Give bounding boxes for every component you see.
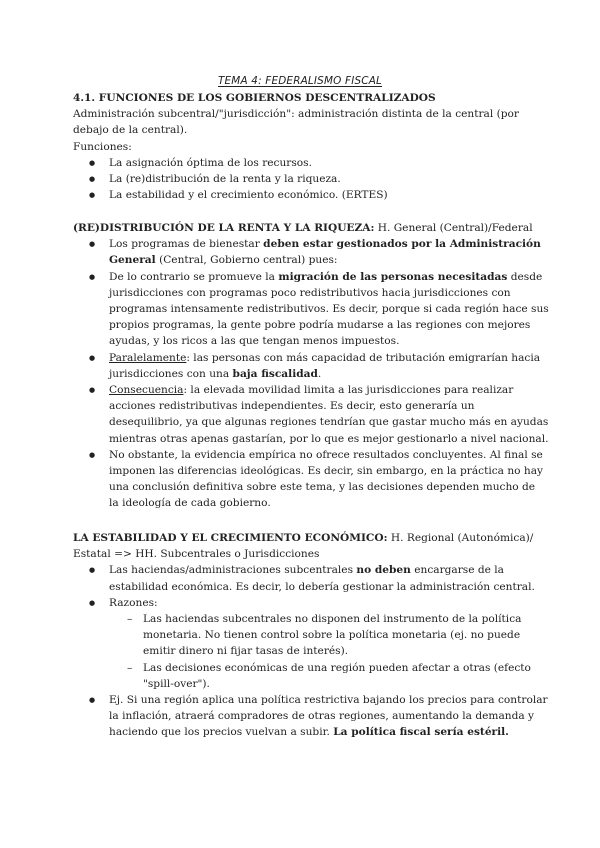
section-heading: (RE)DISTRIBUCIÓN DE LA RENTA Y LA RIQUEZA: H. General (Central)/Federal (73, 222, 533, 234)
list-item: ● Los programas de bienestar deben estar gestionados por la Administración General (Central, Gobierno central) pues: (73, 236, 533, 268)
section-heading: LA ESTABILIDAD Y EL CRECIMIENTO ECONÓMICO: H. Regional (Autonómica)/ (73, 532, 534, 544)
estabilidad-list-2 (73, 692, 548, 741)
section-heading: 4.1. FUNCIONES DE LOS GOBIERNOS DESCENTRALIZADOS (73, 92, 436, 104)
list-item: ● De lo contrario se promueve la migración de las personas necesitadas desde jurisdicciones con programas poco redistributivos hacia jurisdicciones con programas intensamente redistributivos. Es decir, porque si cada región hace sus propios programas, la gente pobre podría mudarse a las regiones con mejores ayudas, y los ricos a las que tengan menos impuestos. (73, 269, 533, 350)
list-item: – Las haciendas subcentrales no disponen del instrumento de la política monetaria. No tienen control sobre la política monetaria (ej. no puede emitir dinero ni fijar tasas de interés). (73, 611, 533, 660)
list-item: ● Las haciendas/administraciones subcentrales no deben encargarse de la estabilidad económica. Es decir, lo debería gestionar la administración central. (73, 562, 533, 594)
list-item: ● La asignación óptima de los recursos. (73, 155, 533, 171)
razones-list (73, 611, 533, 692)
funciones-list (73, 155, 533, 204)
list-item: ● Razones: (73, 595, 533, 611)
text-line: Administración subcentral/"jurisdicción": administración distinta de la central (por (73, 108, 519, 121)
funciones-label: Funciones: (73, 140, 132, 153)
estabilidad-list (73, 562, 533, 611)
section-estabilidad (73, 530, 548, 741)
text-line: debajo de la central). (73, 124, 188, 137)
list-item: ● Paralelamente: las personas con más capacidad de tributación emigrarían hacia jurisdicciones con una baja fiscalidad. (73, 350, 533, 382)
page-title: TEMA 4: FEDERALISMO FISCAL (217, 75, 383, 87)
list-item: ● Ej. Si una región aplica una política restrictiva bajando los precios para controlar la inflación, atraerá compradores de otras regiones, aumentando la demanda y haciendo que los precios vuelvan a subir. La política fiscal sería estéril. (73, 692, 533, 741)
list-item: ● Consecuencia: la elevada movilidad limita a las jurisdicciones para realizar acciones redistributivas independientes. Es decir, esto generaría un desequilibrio, ya que algunas regiones tendrían que gastar mucho más en ayudas mientras otras apenas gastarían, por lo que es mejor gestionarlo a nivel nacional. (73, 382, 533, 447)
list-item: ● No obstante, la evidencia empírica no ofrece resultados concluyentes. Al final se imponen las diferencias ideológicas. Es decir, sin embargo, en la práctica no hay una conclusión definitiva sobre este tema, y las decisiones dependen mucho de la ideología de cada gobierno. (73, 447, 533, 512)
section-funciones (73, 90, 533, 203)
section-redistribucion (73, 220, 549, 512)
redistribucion-list (73, 236, 549, 511)
list-item: ● La estabilidad y el crecimiento económico. (ERTES) (73, 187, 533, 203)
list-item: – Las decisiones económicas de una región pueden afectar a otras (efecto "spill-over"). (73, 660, 533, 692)
list-item: ● La (re)distribución de la renta y la riqueza. (73, 171, 533, 187)
section-heading-line2: Estatal => HH. Subcentrales o Jurisdicciones (73, 548, 320, 561)
